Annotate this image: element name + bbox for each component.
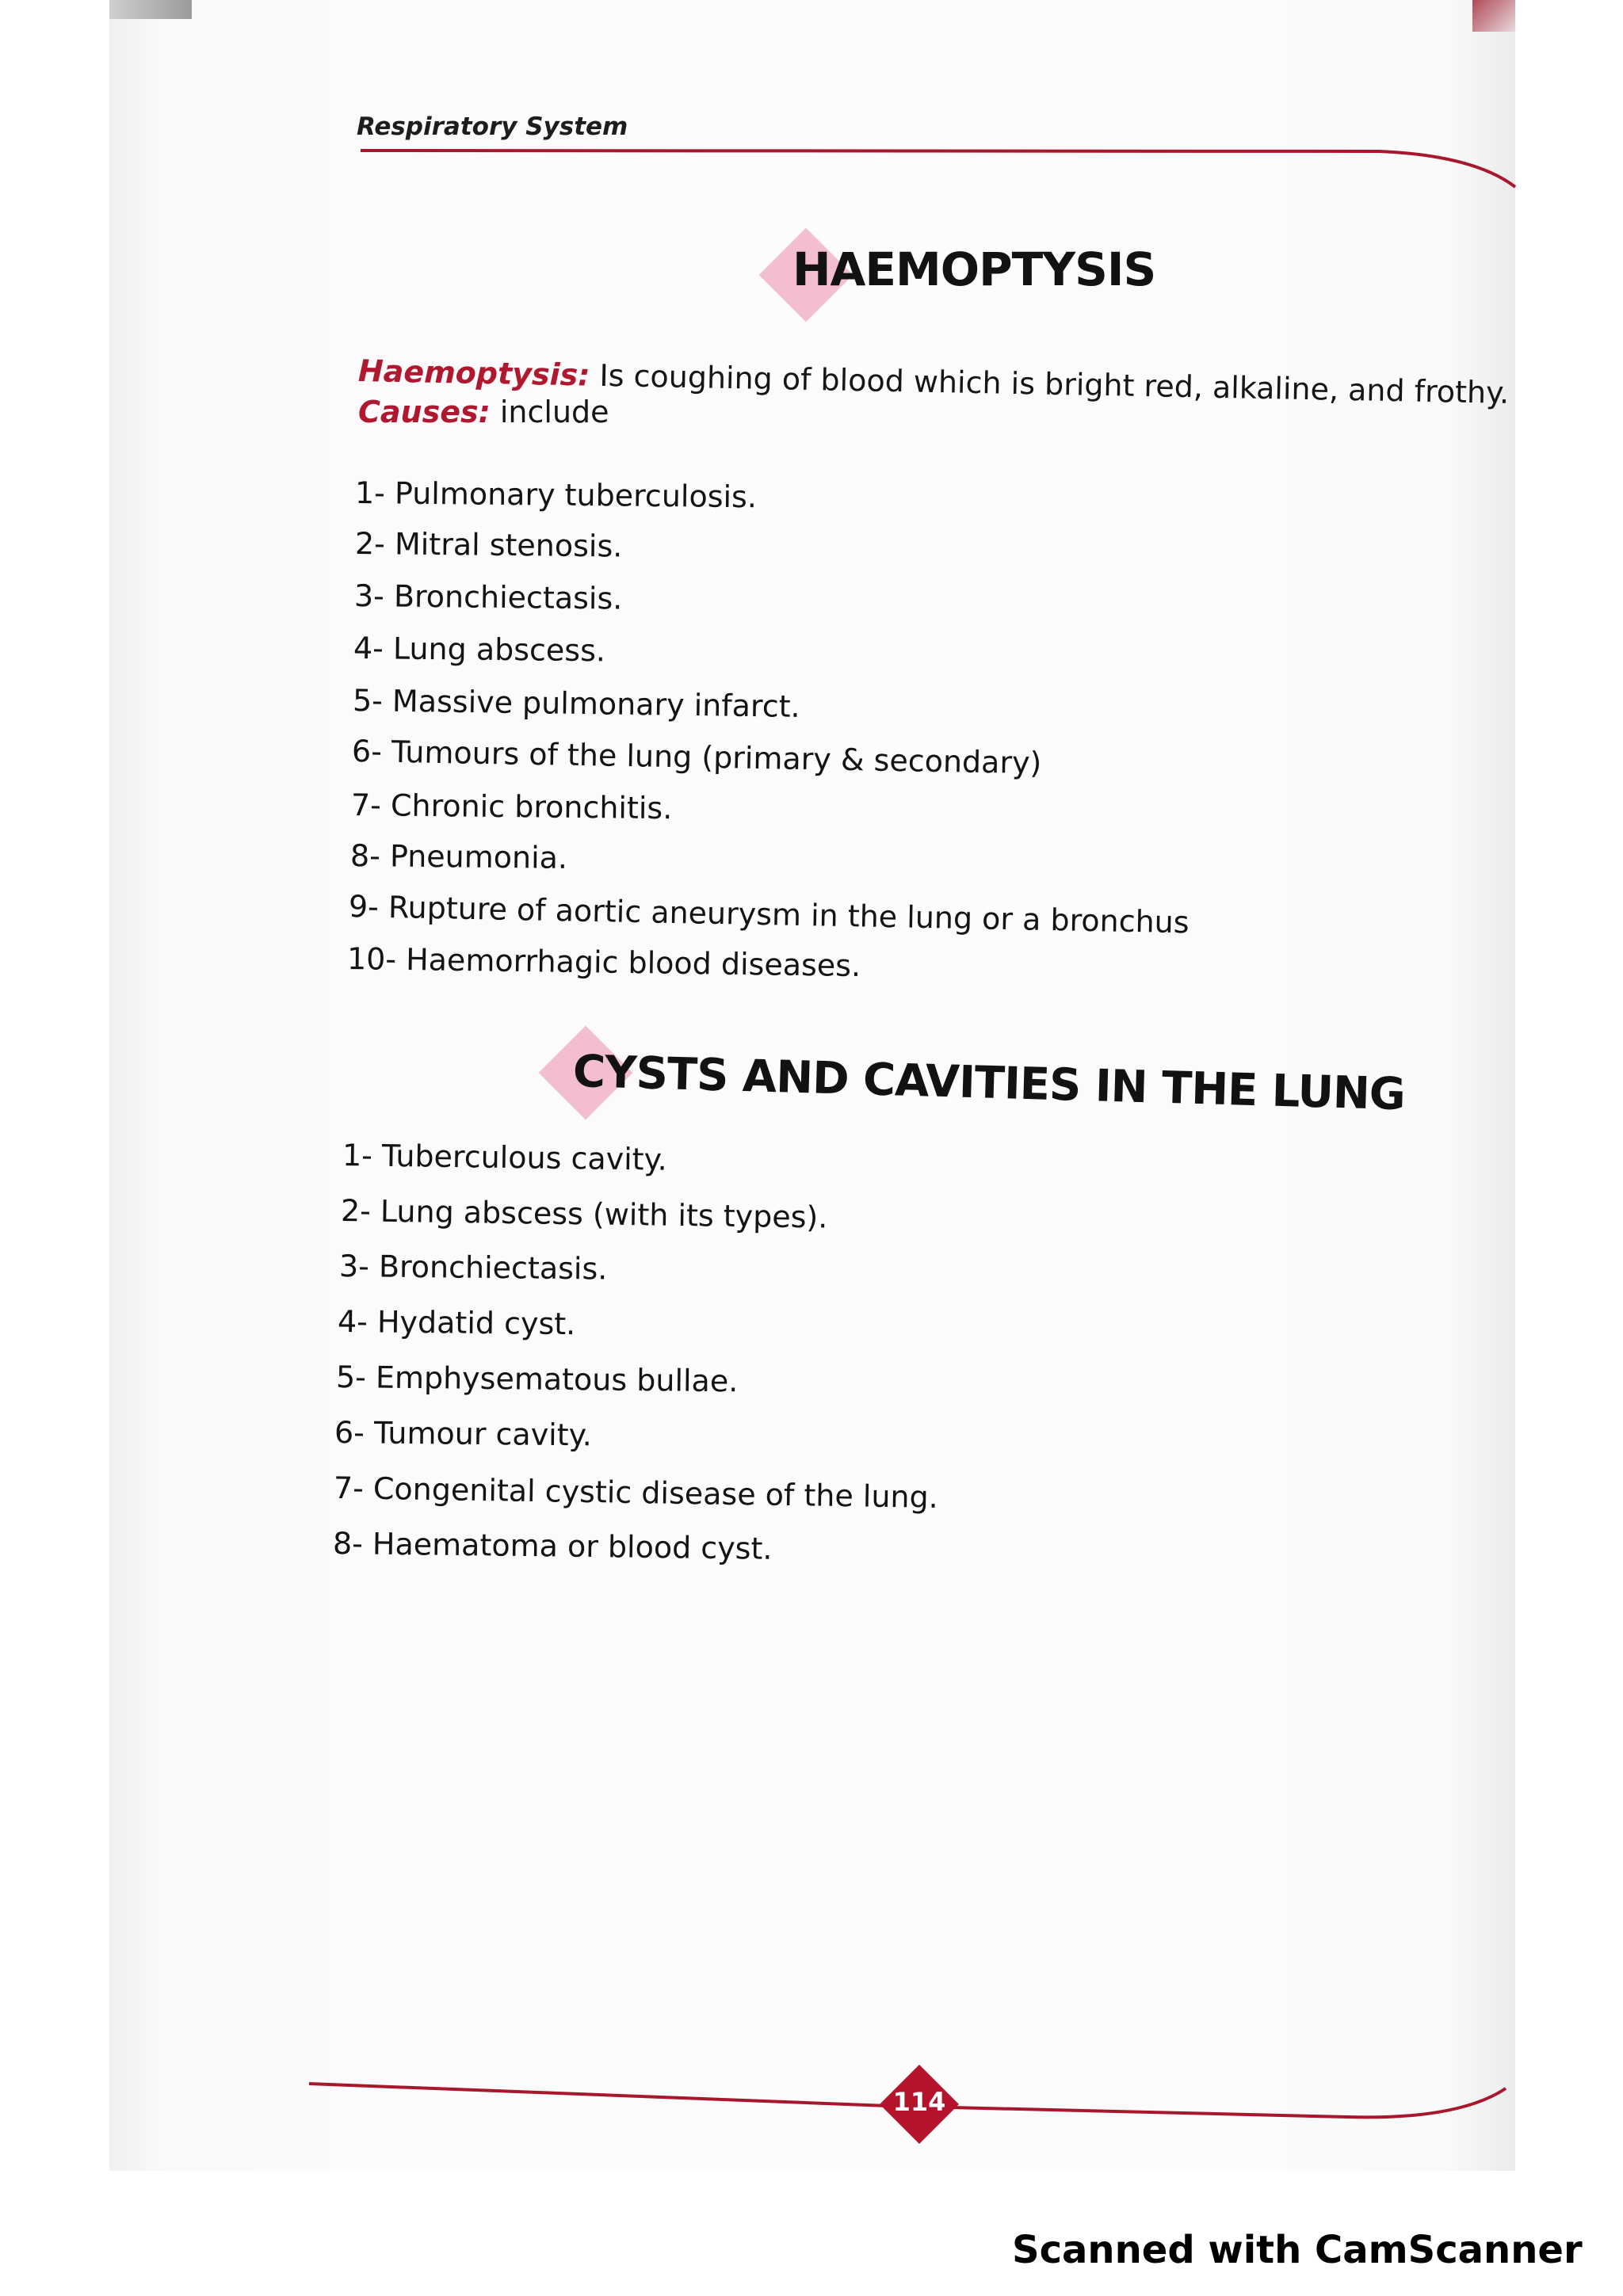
list-item: 9- Rupture of aortic aneurysm in the lung or a bronchus: [348, 889, 1190, 940]
list-item: 6- Tumours of the lung (primary & secondary): [351, 734, 1042, 781]
list-item: 3- Bronchiectasis.: [353, 578, 623, 616]
definition-term: Haemoptysis:: [357, 353, 590, 393]
list-item: 8- Pneumonia.: [349, 838, 568, 875]
causes-term: Causes:: [358, 395, 491, 429]
list-item: 7- Chronic bronchitis.: [350, 788, 673, 826]
running-head: Respiratory System: [357, 113, 628, 141]
list-item: 5- Massive pulmonary infarct.: [352, 683, 800, 724]
section-heading-haemoptysis: HAEMOPTYSIS: [792, 242, 1156, 296]
list-item: 5- Emphysematous bullae.: [335, 1360, 739, 1399]
page-number: 114: [892, 2087, 946, 2117]
list-item: 3- Bronchiectasis.: [338, 1249, 608, 1287]
definition-text: Is coughing of blood which is bright red, alkaline, and frothy.: [590, 357, 1510, 410]
section-heading-cysts-cavities: CYSTS AND CAVITIES IN THE LUNG: [572, 1046, 1406, 1121]
list-item: 10- Haemorrhagic blood diseases.: [346, 941, 861, 984]
list-item: 1- Pulmonary tuberculosis.: [354, 475, 758, 515]
list-item: 4- Hydatid cyst.: [337, 1304, 576, 1342]
list-item: 8- Haematoma or blood cyst.: [332, 1526, 773, 1566]
list-item: 7- Congenital cystic disease of the lung.: [333, 1470, 939, 1515]
list-item: 6- Tumour cavity.: [334, 1415, 593, 1453]
list-item: 2- Mitral stenosis.: [354, 526, 623, 564]
list-item: 1- Tuberculous cavity.: [342, 1138, 668, 1177]
scan-watermark-text: Scanned with CamScanner: [1012, 2228, 1583, 2272]
list-item: 2- Lung abscess (with its types).: [340, 1193, 828, 1235]
list-item: 4- Lung abscess.: [353, 631, 606, 669]
causes-text: include: [490, 395, 609, 429]
